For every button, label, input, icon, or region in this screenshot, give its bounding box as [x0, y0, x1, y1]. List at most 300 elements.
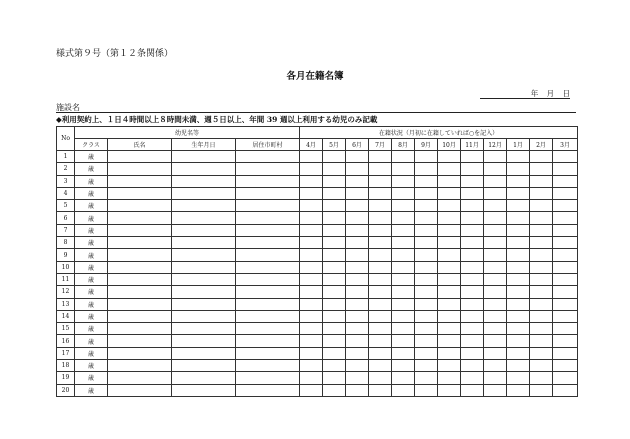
name-cell[interactable]	[108, 310, 172, 322]
month-status-cell[interactable]	[484, 310, 507, 322]
month-status-cell[interactable]	[507, 175, 530, 187]
month-status-cell[interactable]	[507, 163, 530, 175]
municipality-cell[interactable]	[236, 310, 300, 322]
month-status-cell[interactable]	[346, 298, 369, 310]
month-status-cell[interactable]	[346, 212, 369, 224]
month-status-cell[interactable]	[438, 347, 461, 359]
month-status-cell[interactable]	[461, 200, 484, 212]
month-status-cell[interactable]	[461, 372, 484, 384]
birthdate-cell[interactable]	[172, 224, 236, 236]
month-status-cell[interactable]	[346, 384, 369, 396]
month-status-cell[interactable]	[415, 249, 438, 261]
month-status-cell[interactable]	[484, 212, 507, 224]
month-status-cell[interactable]	[461, 212, 484, 224]
class-cell[interactable]: 歳	[75, 237, 108, 249]
month-status-cell[interactable]	[461, 323, 484, 335]
month-status-cell[interactable]	[323, 261, 346, 273]
municipality-cell[interactable]	[236, 273, 300, 285]
month-status-cell[interactable]	[323, 286, 346, 298]
month-status-cell[interactable]	[507, 249, 530, 261]
birthdate-cell[interactable]	[172, 187, 236, 199]
month-status-cell[interactable]	[392, 212, 415, 224]
month-status-cell[interactable]	[530, 323, 553, 335]
month-status-cell[interactable]	[323, 360, 346, 372]
municipality-cell[interactable]	[236, 224, 300, 236]
name-cell[interactable]	[108, 237, 172, 249]
month-status-cell[interactable]	[507, 212, 530, 224]
month-status-cell[interactable]	[346, 175, 369, 187]
month-status-cell[interactable]	[392, 224, 415, 236]
month-status-cell[interactable]	[530, 372, 553, 384]
month-status-cell[interactable]	[530, 298, 553, 310]
month-status-cell[interactable]	[438, 310, 461, 322]
month-status-cell[interactable]	[415, 372, 438, 384]
month-status-cell[interactable]	[369, 347, 392, 359]
month-status-cell[interactable]	[300, 151, 323, 163]
month-status-cell[interactable]	[438, 384, 461, 396]
class-cell[interactable]: 歳	[75, 384, 108, 396]
month-status-cell[interactable]	[323, 200, 346, 212]
month-status-cell[interactable]	[300, 335, 323, 347]
name-cell[interactable]	[108, 323, 172, 335]
month-status-cell[interactable]	[415, 187, 438, 199]
month-status-cell[interactable]	[323, 372, 346, 384]
month-status-cell[interactable]	[369, 187, 392, 199]
name-cell[interactable]	[108, 200, 172, 212]
name-cell[interactable]	[108, 298, 172, 310]
month-status-cell[interactable]	[300, 187, 323, 199]
month-status-cell[interactable]	[369, 360, 392, 372]
month-status-cell[interactable]	[392, 175, 415, 187]
month-status-cell[interactable]	[346, 237, 369, 249]
name-cell[interactable]	[108, 249, 172, 261]
month-status-cell[interactable]	[553, 151, 578, 163]
month-status-cell[interactable]	[553, 273, 578, 285]
month-status-cell[interactable]	[392, 187, 415, 199]
birthdate-cell[interactable]	[172, 384, 236, 396]
municipality-cell[interactable]	[236, 335, 300, 347]
month-status-cell[interactable]	[507, 335, 530, 347]
month-status-cell[interactable]	[300, 310, 323, 322]
birthdate-cell[interactable]	[172, 200, 236, 212]
month-status-cell[interactable]	[323, 151, 346, 163]
month-status-cell[interactable]	[530, 187, 553, 199]
month-status-cell[interactable]	[346, 360, 369, 372]
class-cell[interactable]: 歳	[75, 347, 108, 359]
municipality-cell[interactable]	[236, 347, 300, 359]
month-status-cell[interactable]	[369, 310, 392, 322]
month-status-cell[interactable]	[369, 151, 392, 163]
month-status-cell[interactable]	[346, 286, 369, 298]
birthdate-cell[interactable]	[172, 335, 236, 347]
month-status-cell[interactable]	[484, 335, 507, 347]
month-status-cell[interactable]	[392, 151, 415, 163]
month-status-cell[interactable]	[507, 323, 530, 335]
month-status-cell[interactable]	[553, 384, 578, 396]
class-cell[interactable]: 歳	[75, 298, 108, 310]
month-status-cell[interactable]	[553, 261, 578, 273]
month-status-cell[interactable]	[300, 237, 323, 249]
month-status-cell[interactable]	[346, 163, 369, 175]
month-status-cell[interactable]	[392, 372, 415, 384]
class-cell[interactable]: 歳	[75, 286, 108, 298]
month-status-cell[interactable]	[415, 360, 438, 372]
month-status-cell[interactable]	[346, 323, 369, 335]
month-status-cell[interactable]	[392, 310, 415, 322]
month-status-cell[interactable]	[553, 323, 578, 335]
month-status-cell[interactable]	[300, 273, 323, 285]
month-status-cell[interactable]	[507, 286, 530, 298]
month-status-cell[interactable]	[415, 286, 438, 298]
month-status-cell[interactable]	[438, 212, 461, 224]
municipality-cell[interactable]	[236, 372, 300, 384]
month-status-cell[interactable]	[553, 237, 578, 249]
month-status-cell[interactable]	[553, 200, 578, 212]
month-status-cell[interactable]	[484, 273, 507, 285]
month-status-cell[interactable]	[484, 347, 507, 359]
month-status-cell[interactable]	[438, 151, 461, 163]
class-cell[interactable]: 歳	[75, 372, 108, 384]
month-status-cell[interactable]	[553, 249, 578, 261]
month-status-cell[interactable]	[323, 237, 346, 249]
municipality-cell[interactable]	[236, 261, 300, 273]
month-status-cell[interactable]	[438, 323, 461, 335]
month-status-cell[interactable]	[484, 372, 507, 384]
month-status-cell[interactable]	[553, 212, 578, 224]
month-status-cell[interactable]	[392, 335, 415, 347]
month-status-cell[interactable]	[553, 347, 578, 359]
birthdate-cell[interactable]	[172, 261, 236, 273]
month-status-cell[interactable]	[369, 212, 392, 224]
month-status-cell[interactable]	[484, 384, 507, 396]
name-cell[interactable]	[108, 151, 172, 163]
month-status-cell[interactable]	[392, 298, 415, 310]
month-status-cell[interactable]	[438, 298, 461, 310]
month-status-cell[interactable]	[369, 273, 392, 285]
month-status-cell[interactable]	[392, 360, 415, 372]
month-status-cell[interactable]	[415, 384, 438, 396]
month-status-cell[interactable]	[392, 261, 415, 273]
month-status-cell[interactable]	[507, 187, 530, 199]
name-cell[interactable]	[108, 175, 172, 187]
month-status-cell[interactable]	[300, 212, 323, 224]
month-status-cell[interactable]	[369, 298, 392, 310]
month-status-cell[interactable]	[346, 151, 369, 163]
month-status-cell[interactable]	[461, 310, 484, 322]
month-status-cell[interactable]	[461, 151, 484, 163]
municipality-cell[interactable]	[236, 360, 300, 372]
month-status-cell[interactable]	[300, 372, 323, 384]
month-status-cell[interactable]	[461, 347, 484, 359]
month-status-cell[interactable]	[553, 310, 578, 322]
municipality-cell[interactable]	[236, 298, 300, 310]
month-status-cell[interactable]	[484, 298, 507, 310]
month-status-cell[interactable]	[461, 384, 484, 396]
month-status-cell[interactable]	[530, 347, 553, 359]
month-status-cell[interactable]	[438, 175, 461, 187]
class-cell[interactable]: 歳	[75, 212, 108, 224]
month-status-cell[interactable]	[461, 298, 484, 310]
month-status-cell[interactable]	[438, 286, 461, 298]
name-cell[interactable]	[108, 335, 172, 347]
month-status-cell[interactable]	[369, 249, 392, 261]
municipality-cell[interactable]	[236, 237, 300, 249]
month-status-cell[interactable]	[461, 224, 484, 236]
month-status-cell[interactable]	[438, 224, 461, 236]
month-status-cell[interactable]	[507, 360, 530, 372]
month-status-cell[interactable]	[530, 175, 553, 187]
month-status-cell[interactable]	[346, 224, 369, 236]
birthdate-cell[interactable]	[172, 237, 236, 249]
birthdate-cell[interactable]	[172, 323, 236, 335]
month-status-cell[interactable]	[300, 261, 323, 273]
month-status-cell[interactable]	[530, 335, 553, 347]
month-status-cell[interactable]	[323, 335, 346, 347]
month-status-cell[interactable]	[507, 200, 530, 212]
month-status-cell[interactable]	[484, 237, 507, 249]
name-cell[interactable]	[108, 273, 172, 285]
month-status-cell[interactable]	[392, 323, 415, 335]
month-status-cell[interactable]	[392, 163, 415, 175]
month-status-cell[interactable]	[346, 372, 369, 384]
class-cell[interactable]: 歳	[75, 151, 108, 163]
month-status-cell[interactable]	[415, 175, 438, 187]
month-status-cell[interactable]	[438, 261, 461, 273]
month-status-cell[interactable]	[553, 335, 578, 347]
month-status-cell[interactable]	[438, 187, 461, 199]
month-status-cell[interactable]	[461, 187, 484, 199]
class-cell[interactable]: 歳	[75, 261, 108, 273]
month-status-cell[interactable]	[461, 360, 484, 372]
month-status-cell[interactable]	[461, 163, 484, 175]
month-status-cell[interactable]	[461, 249, 484, 261]
municipality-cell[interactable]	[236, 249, 300, 261]
month-status-cell[interactable]	[415, 237, 438, 249]
month-status-cell[interactable]	[323, 212, 346, 224]
month-status-cell[interactable]	[300, 286, 323, 298]
municipality-cell[interactable]	[236, 163, 300, 175]
month-status-cell[interactable]	[530, 151, 553, 163]
month-status-cell[interactable]	[507, 310, 530, 322]
month-status-cell[interactable]	[507, 237, 530, 249]
birthdate-cell[interactable]	[172, 360, 236, 372]
month-status-cell[interactable]	[346, 347, 369, 359]
month-status-cell[interactable]	[346, 310, 369, 322]
month-status-cell[interactable]	[484, 286, 507, 298]
month-status-cell[interactable]	[484, 187, 507, 199]
month-status-cell[interactable]	[461, 286, 484, 298]
class-cell[interactable]: 歳	[75, 249, 108, 261]
month-status-cell[interactable]	[323, 384, 346, 396]
month-status-cell[interactable]	[484, 163, 507, 175]
month-status-cell[interactable]	[300, 384, 323, 396]
name-cell[interactable]	[108, 384, 172, 396]
name-cell[interactable]	[108, 187, 172, 199]
month-status-cell[interactable]	[438, 249, 461, 261]
birthdate-cell[interactable]	[172, 347, 236, 359]
month-status-cell[interactable]	[415, 323, 438, 335]
month-status-cell[interactable]	[346, 335, 369, 347]
month-status-cell[interactable]	[300, 298, 323, 310]
birthdate-cell[interactable]	[172, 310, 236, 322]
birthdate-cell[interactable]	[172, 163, 236, 175]
municipality-cell[interactable]	[236, 151, 300, 163]
month-status-cell[interactable]	[323, 298, 346, 310]
month-status-cell[interactable]	[369, 200, 392, 212]
month-status-cell[interactable]	[438, 372, 461, 384]
month-status-cell[interactable]	[300, 360, 323, 372]
month-status-cell[interactable]	[369, 286, 392, 298]
class-cell[interactable]: 歳	[75, 175, 108, 187]
name-cell[interactable]	[108, 163, 172, 175]
month-status-cell[interactable]	[461, 175, 484, 187]
month-status-cell[interactable]	[415, 151, 438, 163]
month-status-cell[interactable]	[346, 261, 369, 273]
class-cell[interactable]: 歳	[75, 187, 108, 199]
month-status-cell[interactable]	[484, 249, 507, 261]
birthdate-cell[interactable]	[172, 175, 236, 187]
month-status-cell[interactable]	[415, 298, 438, 310]
month-status-cell[interactable]	[415, 261, 438, 273]
class-cell[interactable]: 歳	[75, 310, 108, 322]
month-status-cell[interactable]	[530, 163, 553, 175]
month-status-cell[interactable]	[392, 286, 415, 298]
month-status-cell[interactable]	[323, 187, 346, 199]
month-status-cell[interactable]	[369, 384, 392, 396]
class-cell[interactable]: 歳	[75, 273, 108, 285]
month-status-cell[interactable]	[369, 237, 392, 249]
municipality-cell[interactable]	[236, 286, 300, 298]
month-status-cell[interactable]	[323, 323, 346, 335]
month-status-cell[interactable]	[346, 200, 369, 212]
month-status-cell[interactable]	[553, 360, 578, 372]
month-status-cell[interactable]	[415, 212, 438, 224]
month-status-cell[interactable]	[530, 237, 553, 249]
birthdate-cell[interactable]	[172, 286, 236, 298]
month-status-cell[interactable]	[553, 175, 578, 187]
month-status-cell[interactable]	[530, 249, 553, 261]
month-status-cell[interactable]	[438, 335, 461, 347]
municipality-cell[interactable]	[236, 175, 300, 187]
month-status-cell[interactable]	[392, 273, 415, 285]
month-status-cell[interactable]	[323, 249, 346, 261]
month-status-cell[interactable]	[369, 175, 392, 187]
month-status-cell[interactable]	[507, 151, 530, 163]
month-status-cell[interactable]	[415, 335, 438, 347]
municipality-cell[interactable]	[236, 323, 300, 335]
month-status-cell[interactable]	[369, 335, 392, 347]
class-cell[interactable]: 歳	[75, 224, 108, 236]
month-status-cell[interactable]	[507, 224, 530, 236]
month-status-cell[interactable]	[300, 323, 323, 335]
month-status-cell[interactable]	[323, 224, 346, 236]
month-status-cell[interactable]	[553, 372, 578, 384]
month-status-cell[interactable]	[553, 298, 578, 310]
name-cell[interactable]	[108, 372, 172, 384]
month-status-cell[interactable]	[484, 200, 507, 212]
month-status-cell[interactable]	[438, 273, 461, 285]
month-status-cell[interactable]	[438, 237, 461, 249]
month-status-cell[interactable]	[346, 273, 369, 285]
month-status-cell[interactable]	[530, 286, 553, 298]
month-status-cell[interactable]	[530, 261, 553, 273]
birthdate-cell[interactable]	[172, 249, 236, 261]
month-status-cell[interactable]	[530, 200, 553, 212]
month-status-cell[interactable]	[507, 298, 530, 310]
month-status-cell[interactable]	[438, 360, 461, 372]
month-status-cell[interactable]	[369, 372, 392, 384]
month-status-cell[interactable]	[507, 261, 530, 273]
municipality-cell[interactable]	[236, 384, 300, 396]
month-status-cell[interactable]	[484, 261, 507, 273]
month-status-cell[interactable]	[530, 384, 553, 396]
class-cell[interactable]: 歳	[75, 200, 108, 212]
month-status-cell[interactable]	[323, 163, 346, 175]
class-cell[interactable]: 歳	[75, 335, 108, 347]
month-status-cell[interactable]	[369, 261, 392, 273]
month-status-cell[interactable]	[530, 310, 553, 322]
month-status-cell[interactable]	[300, 175, 323, 187]
municipality-cell[interactable]	[236, 200, 300, 212]
month-status-cell[interactable]	[415, 310, 438, 322]
month-status-cell[interactable]	[346, 187, 369, 199]
name-cell[interactable]	[108, 212, 172, 224]
month-status-cell[interactable]	[346, 249, 369, 261]
name-cell[interactable]	[108, 224, 172, 236]
month-status-cell[interactable]	[369, 323, 392, 335]
month-status-cell[interactable]	[461, 237, 484, 249]
month-status-cell[interactable]	[530, 212, 553, 224]
class-cell[interactable]: 歳	[75, 163, 108, 175]
name-cell[interactable]	[108, 347, 172, 359]
month-status-cell[interactable]	[392, 384, 415, 396]
month-status-cell[interactable]	[392, 347, 415, 359]
birthdate-cell[interactable]	[172, 298, 236, 310]
month-status-cell[interactable]	[484, 175, 507, 187]
month-status-cell[interactable]	[369, 163, 392, 175]
month-status-cell[interactable]	[415, 224, 438, 236]
birthdate-cell[interactable]	[172, 372, 236, 384]
month-status-cell[interactable]	[300, 163, 323, 175]
month-status-cell[interactable]	[300, 347, 323, 359]
class-cell[interactable]: 歳	[75, 323, 108, 335]
municipality-cell[interactable]	[236, 212, 300, 224]
month-status-cell[interactable]	[484, 151, 507, 163]
month-status-cell[interactable]	[553, 163, 578, 175]
month-status-cell[interactable]	[484, 360, 507, 372]
month-status-cell[interactable]	[461, 335, 484, 347]
month-status-cell[interactable]	[507, 384, 530, 396]
name-cell[interactable]	[108, 360, 172, 372]
name-cell[interactable]	[108, 261, 172, 273]
month-status-cell[interactable]	[484, 224, 507, 236]
month-status-cell[interactable]	[392, 237, 415, 249]
month-status-cell[interactable]	[323, 310, 346, 322]
month-status-cell[interactable]	[392, 200, 415, 212]
month-status-cell[interactable]	[507, 347, 530, 359]
birthdate-cell[interactable]	[172, 151, 236, 163]
month-status-cell[interactable]	[530, 273, 553, 285]
month-status-cell[interactable]	[438, 200, 461, 212]
month-status-cell[interactable]	[415, 200, 438, 212]
month-status-cell[interactable]	[323, 347, 346, 359]
name-cell[interactable]	[108, 286, 172, 298]
month-status-cell[interactable]	[415, 163, 438, 175]
month-status-cell[interactable]	[484, 323, 507, 335]
month-status-cell[interactable]	[369, 224, 392, 236]
municipality-cell[interactable]	[236, 187, 300, 199]
month-status-cell[interactable]	[553, 187, 578, 199]
